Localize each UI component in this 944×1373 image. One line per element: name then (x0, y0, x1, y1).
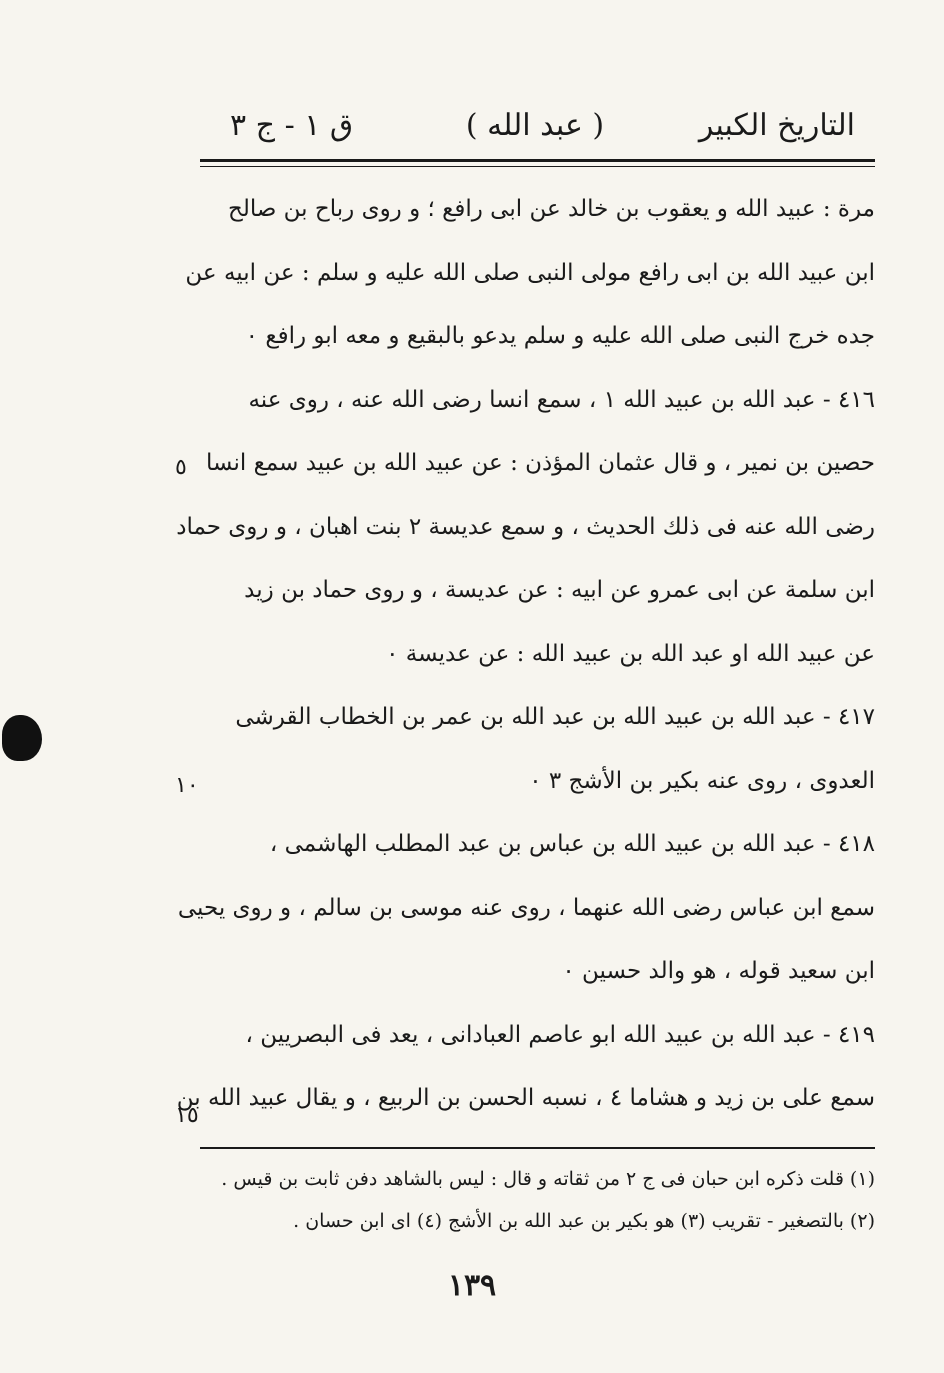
text-line: ابن سعيد قوله ، هو والد حسين ٠ (562, 958, 875, 984)
entry-417: ٤١٧ - عبد الله بن عبيد الله بن عبد الله بن عمر بن الخطاب القرشى (235, 704, 875, 730)
text-line: جده خرج النبى صلى الله عليه و سلم يدعو بالبقيع و معه ابو رافع ٠ (245, 323, 875, 349)
text-line: ابن سلمة عن ابى عمرو عن ابيه : عن عديسة ، و روى حماد بن زيد (244, 577, 875, 603)
line-number-10: ١٠ (175, 773, 199, 798)
header-rule-thin (200, 166, 875, 167)
text-line: العدوى ، روى عنه بكير بن الأشج ٣ ٠ (529, 767, 875, 794)
footnote-line: (٢) بالتصغير - تقريب (٣) هو بكير بن عبد الله بن الأشج (٤) اى ابن حسان . (293, 1210, 875, 1232)
section-title: ( عبد الله ) (465, 108, 605, 143)
line-number-15: ١٥ (175, 1103, 199, 1128)
text-line: سمع على بن زيد و هشاما ٤ ، نسبه الحسن بن الربيع ، و يقال عبيد الله بن (176, 1085, 875, 1111)
footnotes (205, 1158, 875, 1242)
text-line: رضى الله عنه فى ذلك الحديث ، و سمع عديسة ٢ بنت اهبان ، و روى حماد (176, 513, 875, 540)
line-number-5: ٥ (175, 455, 187, 480)
ink-blot (2, 715, 42, 761)
header-rule-thick (200, 159, 875, 162)
text-line: سمع ابن عباس رضى الله عنهما ، روى عنه موسى بن سالم ، و روى يحيى (177, 894, 875, 921)
running-header (215, 100, 855, 156)
entry-418: ٤١٨ - عبد الله بن عبيد الله بن عباس بن عبد المطلب الهاشمى ، (269, 831, 875, 857)
book-title: التاريخ الكبير (698, 108, 855, 143)
volume-reference: ق ١ - ج ٣ (230, 108, 354, 143)
footnote-rule (200, 1147, 875, 1149)
entry-419: ٤١٩ - عبد الله بن عبيد الله ابو عاصم العبادانى ، يعد فى البصريين ، (245, 1021, 875, 1048)
text-line: مرة : عبيد الله و يعقوب بن خالد عن ابى رافع ؛ و روى رباح بن صالح (227, 196, 875, 222)
footnote-line: (١) قلت ذكره ابن حبان فى ج ٢ من ثقاته و قال : ليس بالشاهد دفن ثابت بن قيس . (221, 1168, 875, 1190)
text-line: عن عبيد الله او عبد الله بن عبيد الله : عن عديسة ٠ (386, 640, 875, 667)
text-line: حصين بن نمير ، و قال عثمان المؤذن : عن عبيد الله بن عبيد سمع انسا (205, 450, 875, 476)
text-line: ابن عبيد الله بن ابى رافع مولى النبى صلى الله عليه و سلم : عن ابيه عن (185, 259, 875, 286)
entry-416: ٤١٦ - عبد الله بن عبيد الله ١ ، سمع انسا رضى الله عنه ، روى عنه (248, 386, 875, 413)
page-number: ١٣٩ (447, 1268, 497, 1303)
